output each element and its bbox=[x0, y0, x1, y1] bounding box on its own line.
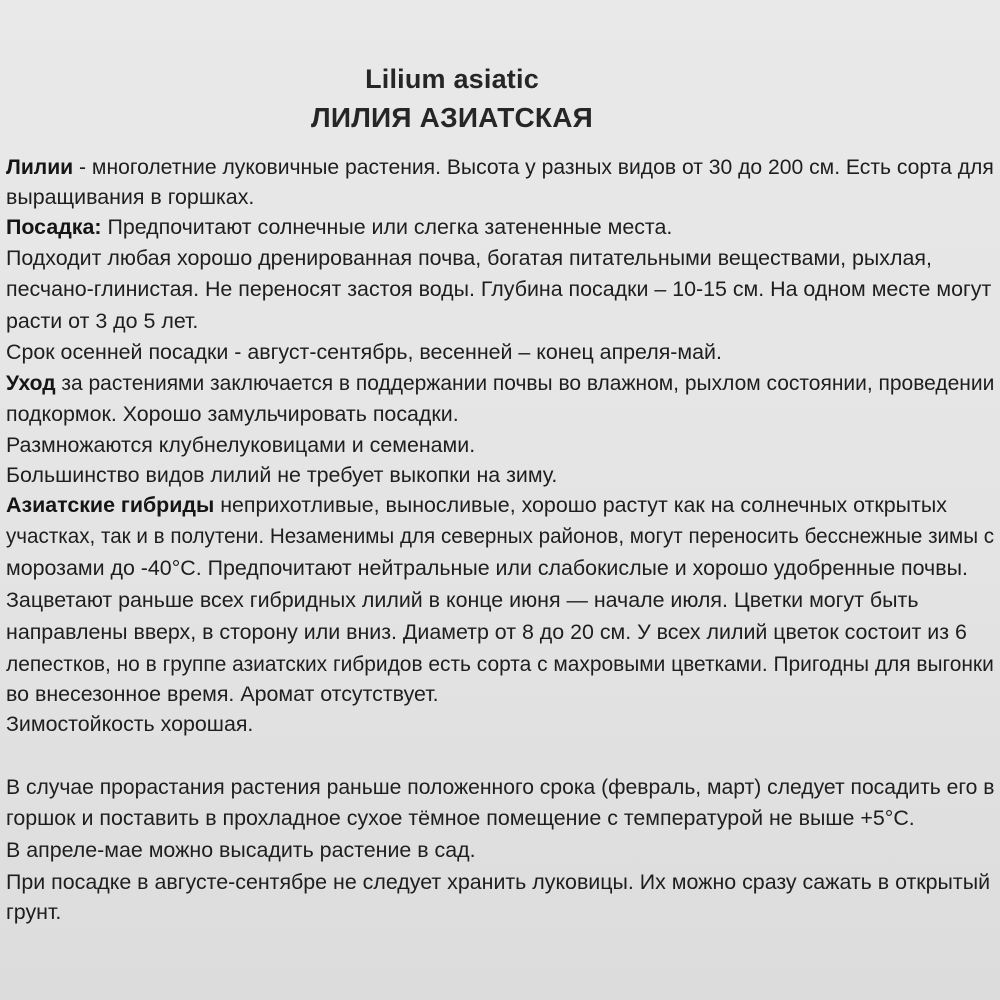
line-text: неприхотливые, выносливые, хорошо растут как на солнечных открытых bbox=[214, 493, 947, 517]
text-line bbox=[6, 709, 253, 739]
text-line bbox=[6, 867, 990, 897]
line-text: В апреле-мае можно высадить растение в сад. bbox=[6, 838, 476, 862]
line-text: В случае прорастания растения раньше положенного срока (февраль, март) следует посадить его в bbox=[6, 775, 995, 799]
title-russian: ЛИЛИЯ АЗИАТСКАЯ bbox=[311, 102, 593, 133]
line-text: горшок и поставить в прохладное сухое тёмное помещение с температурой не выше +5°С. bbox=[6, 806, 915, 830]
text-line bbox=[6, 897, 61, 927]
line-text: Зацветают раньше всех гибридных лилий в конце июня — начале июля. Цветки могут быть bbox=[6, 588, 919, 612]
text-line bbox=[6, 306, 198, 336]
text-line bbox=[6, 772, 994, 802]
line-text: участках, так и в полутени. Незаменимы для северных районов, могут переносить бесснежные зимы с bbox=[6, 524, 995, 548]
text-line bbox=[6, 243, 932, 273]
text-line bbox=[6, 274, 991, 304]
line-text: направлены вверх, в сторону или вниз. Диаметр от 8 до 20 см. У всех лилий цветок состоит из 6 bbox=[6, 620, 967, 644]
text-line bbox=[6, 460, 557, 490]
line-text: - многолетние луковичные растения. Высота у разных видов от 30 до 200 см. Есть сорта для bbox=[73, 155, 994, 179]
line-text: морозами до -40°С. Предпочитают нейтральные или слабокислые и хорошо удобренные почвы. bbox=[6, 556, 968, 580]
line-text: подкормок. Хорошо замульчировать посадки. bbox=[6, 402, 459, 426]
bold-term: Азиатские гибриды bbox=[6, 493, 215, 517]
title-latin: Lilium asiatic bbox=[365, 64, 539, 94]
line-text: Большинство видов лилий не требует выкопки на зиму. bbox=[6, 463, 558, 487]
text-line bbox=[6, 649, 994, 679]
bold-term: Посадка: bbox=[6, 215, 102, 239]
text-line bbox=[6, 368, 994, 398]
line-text: расти от 3 до 5 лет. bbox=[6, 309, 199, 333]
text-line bbox=[6, 490, 947, 520]
line-text: во внесезонное время. Аромат отсутствует. bbox=[6, 682, 439, 706]
text-line bbox=[6, 679, 439, 709]
line-text: Срок осенней посадки - август-сентябрь, весенней – конец апреля-май. bbox=[6, 340, 722, 364]
text-line bbox=[6, 835, 476, 865]
line-text: Предпочитают солнечные или слегка затененные места. bbox=[101, 215, 673, 239]
text-line bbox=[6, 553, 968, 583]
line-text: выращивания в горшках. bbox=[6, 185, 255, 209]
text-line bbox=[6, 617, 967, 647]
line-text: за растениями заключается в поддержании почвы во влажном, рыхлом состоянии, проведении bbox=[55, 371, 995, 395]
text-line bbox=[6, 803, 915, 833]
line-text: лепестков, но в группе азиатских гибридов есть сорта с махровыми цветками. Пригодны для выгонки bbox=[6, 652, 994, 676]
text-line bbox=[6, 430, 475, 460]
text-line bbox=[6, 212, 672, 242]
text-line bbox=[6, 152, 994, 182]
text-line bbox=[6, 337, 722, 367]
bold-term: Лилии bbox=[6, 155, 74, 179]
line-text: песчано-глинистая. Не переносят застоя воды. Глубина посадки – 10-15 см. На одном месте могут bbox=[6, 277, 992, 301]
line-text: грунт. bbox=[6, 900, 62, 924]
text-line bbox=[6, 585, 918, 615]
line-text: Размножаются клубнелуковицами и семенами. bbox=[6, 433, 476, 457]
text-line bbox=[6, 521, 994, 551]
bold-term: Уход bbox=[6, 371, 56, 395]
text-line bbox=[6, 182, 254, 212]
line-text: Зимостойкость хорошая. bbox=[6, 712, 254, 736]
text-line bbox=[6, 399, 459, 429]
line-text: Подходит любая хорошо дренированная почва, богатая питательными веществами, рыхлая, bbox=[6, 246, 932, 270]
line-text: При посадке в августе-сентябре не следует хранить луковицы. Их можно сразу сажать в открытый bbox=[6, 870, 991, 894]
